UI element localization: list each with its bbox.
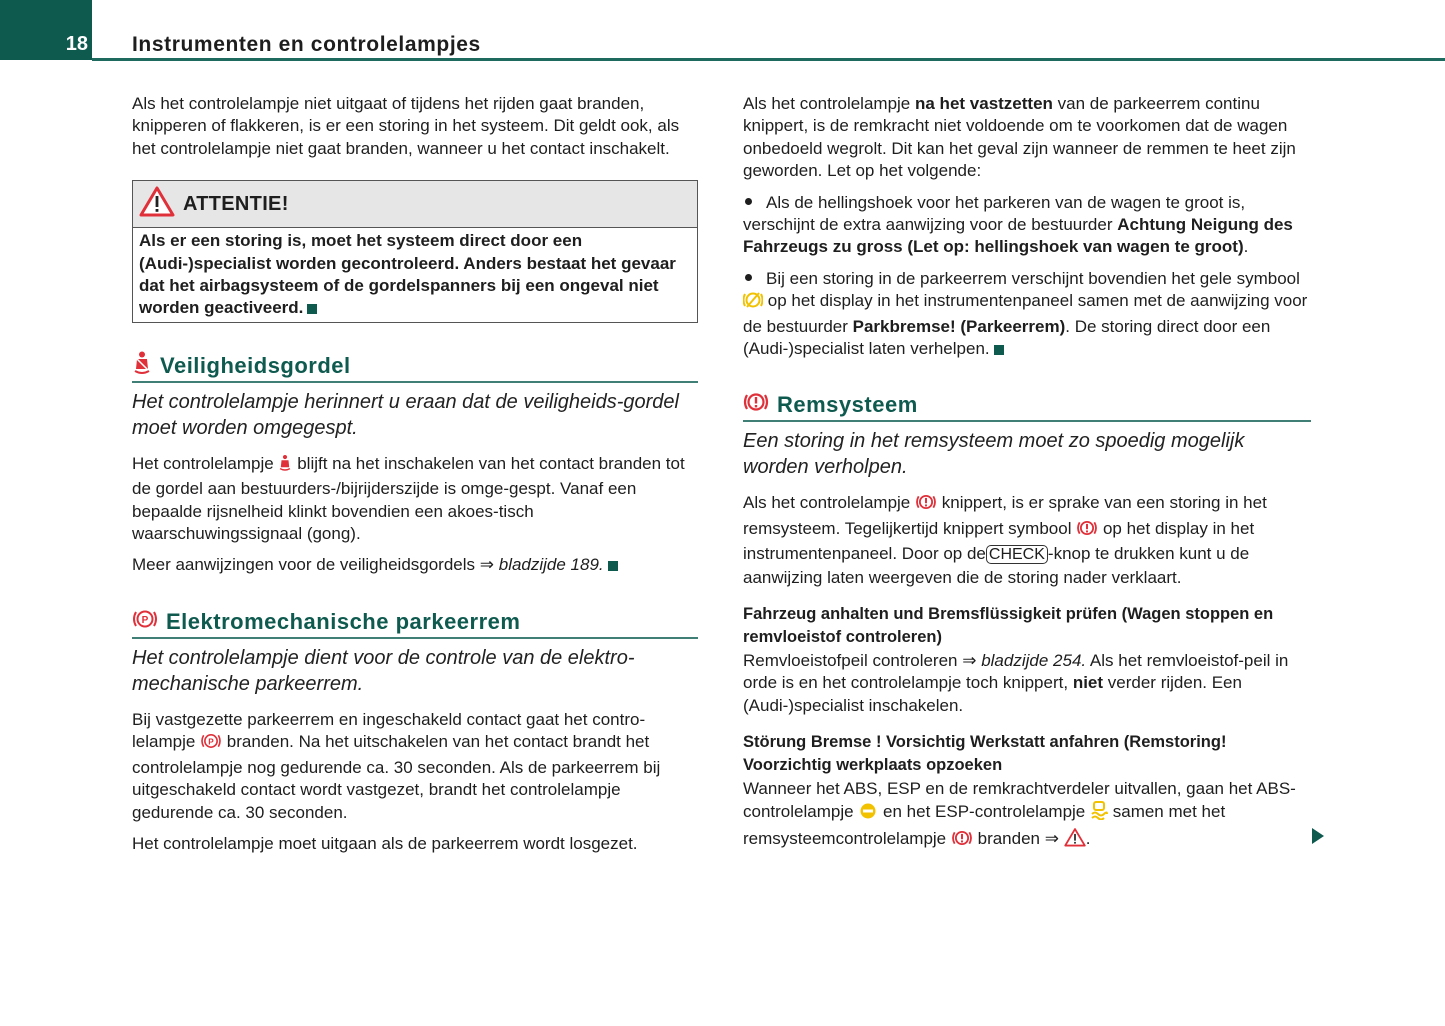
esp-icon xyxy=(1090,800,1108,826)
brake-warning-icon xyxy=(951,829,973,853)
display-message-heading: Störung Bremse ! Vorsichtig Werkstatt anfahren (Remstoring! Voorzichtig werkplaats opzoeken xyxy=(743,733,1227,774)
svg-text:P: P xyxy=(208,737,214,747)
end-marker-icon xyxy=(608,561,618,571)
brake-flashing-paragraph: Als het controlelampje knippert, is er sprake van een storing in het remsysteem. Tegelijkertijd knippert symbool op het display in het instrumentenpaneel. Door op de CHECK -knop te drukken kunt u de aanwijzing laten weergeven die de storing nader verklaart. xyxy=(743,493,1267,587)
end-marker-icon xyxy=(307,304,317,314)
seatbelt-icon xyxy=(132,351,152,381)
right-column xyxy=(743,93,1311,862)
section-title: Remsysteem xyxy=(777,392,918,418)
section-lead: Een storing in het remsysteem moet zo spoedig mogelijk worden verholpen. xyxy=(743,430,1245,479)
parking-paragraph: Bij vastgezette parkeerrem en ingeschakeld contact gaat het contro-lelampje P branden. Na het uitschakelen van het contact brandt het controlelampje nog gedurende ca. 30 seconden. Als de parkeerrem bij uitgeschakeld contact wordt vastgezet, brandt het controlelampje gedurende ca. 30 seconden. xyxy=(132,709,661,822)
seatbelt-reference: Meer aanwijzingen voor de veiligheidsgordels ⇒ bladzijde 189. xyxy=(132,554,698,576)
bullet-dot-icon xyxy=(745,274,752,281)
page-reference-link[interactable]: bladzijde 254. xyxy=(981,650,1087,670)
warning-triangle-icon xyxy=(139,185,175,223)
section-heading-brakes xyxy=(743,390,1311,422)
parking-brake-fault-icon xyxy=(743,291,763,315)
end-marker-icon xyxy=(994,345,1004,355)
brake-warning-icon xyxy=(915,493,937,517)
section-title: Veiligheidsgordel xyxy=(160,352,351,378)
brake-warning-icon xyxy=(743,391,769,419)
section-heading-seatbelt xyxy=(132,351,698,383)
left-column xyxy=(132,93,698,864)
seatbelt-paragraph: Het controlelampje blijft na het inschakelen van het contact branden tot de gordel aan bestuurders-/bijrijderszijde is omge-gespt. Vanaf een bepaalde rijsnelheid klinkt bovendien een akoes-tisch waarschuwingssignaal (gong). xyxy=(132,453,685,544)
svg-text:P: P xyxy=(141,614,149,626)
page-number: 18 xyxy=(65,33,88,55)
display-message-heading: Fahrzeug anhalten und Bremsflüssigkeit prüfen (Wagen stoppen en remvloeistof controleren) xyxy=(743,605,1274,646)
page-reference-link[interactable]: bladzijde 189. xyxy=(498,555,604,575)
warning-header xyxy=(133,181,697,228)
section-title: Elektromechanische parkeerrem xyxy=(166,608,521,634)
continue-arrow-icon xyxy=(1312,828,1324,844)
section-lead: Het controlelampje herinnert u eraan dat de veiligheids-gordel moet worden omgegespt. xyxy=(132,390,679,439)
bullet-item: Als de hellingshoek voor het parkeren van de wagen te groot is, verschijnt de extra aanwijzing voor de bestuurder Achtung Neigung des Fahrzeugs zu gross (Let op: hellingshoek van wagen te groot). xyxy=(743,192,1293,257)
bullet-item: Bij een storing in de parkeerrem verschijnt bovendien het gele symbool op het display in het instrumentenpaneel samen met de aanwijzing voor de bestuurder Parkbremse! (Parkeerrem). De storing direct door een (Audi-)specialist laten verhelpen. xyxy=(743,268,1308,359)
section-heading-parking-brake xyxy=(132,607,698,639)
warning-text: Als er een storing is, moet het systeem direct door een (Audi-)specialist worden gecontroleerd. Anders bestaat het gevaar dat het airbagsysteem of de gordelspanners bij een ongeval niet worden geactiveerd. xyxy=(139,231,676,318)
warning-triangle-icon[interactable] xyxy=(1064,827,1086,853)
brake-warning-icon xyxy=(1076,519,1098,543)
abs-icon xyxy=(858,802,878,826)
parking-brake-icon xyxy=(200,732,222,756)
warning-box xyxy=(132,180,698,323)
parking-release-paragraph: Het controlelampje moet uitgaan als de parkeerrem wordt losgezet. xyxy=(132,833,638,853)
parking-brake-icon xyxy=(132,608,158,636)
abs-esp-paragraph: Wanneer het ABS, ESP en de remkrachtverdeler uitvallen, gaan het ABS-controlelampje en het ESP-controlelampje samen met het remsysteemcontrolelampje branden ⇒ . xyxy=(743,778,1311,853)
section-lead: Het controlelampje dient voor de controle van de elektro-mechanische parkeerrem. xyxy=(132,646,635,695)
intro-paragraph: Als het controlelampje niet uitgaat of tijdens het rijden gaat branden, knipperen of flakkeren, is er een storing in het systeem. Dit geldt ook, als het controlelampje niet gaat branden, wanneer u het contact inschakelt. xyxy=(132,94,680,158)
check-button-label: CHECK xyxy=(986,545,1048,564)
warning-body xyxy=(133,228,697,322)
bullet-dot-icon xyxy=(745,198,752,205)
page-title: Instrumenten en controlelampjes xyxy=(132,33,481,56)
header-rule xyxy=(92,58,1445,61)
warning-title: ATTENTIE! xyxy=(183,193,289,216)
seatbelt-icon xyxy=(278,454,292,478)
flashing-paragraph: Als het controlelampje na het vastzetten van de parkeerrem continu knippert, is de remkracht niet voldoende om te voorkomen dat de wagen onbedoeld wegrolt. Dit kan het geval zijn wanneer de remmen te heet zijn geworden. Let op het volgende: xyxy=(743,94,1296,181)
brake-fluid-paragraph: Remvloeistofpeil controleren ⇒ bladzijde 254. Als het remvloeistof-peil in orde is en het controlelampje toch knippert, niet verder rijden. Een (Audi-)specialist inschakelen. xyxy=(743,650,1289,715)
